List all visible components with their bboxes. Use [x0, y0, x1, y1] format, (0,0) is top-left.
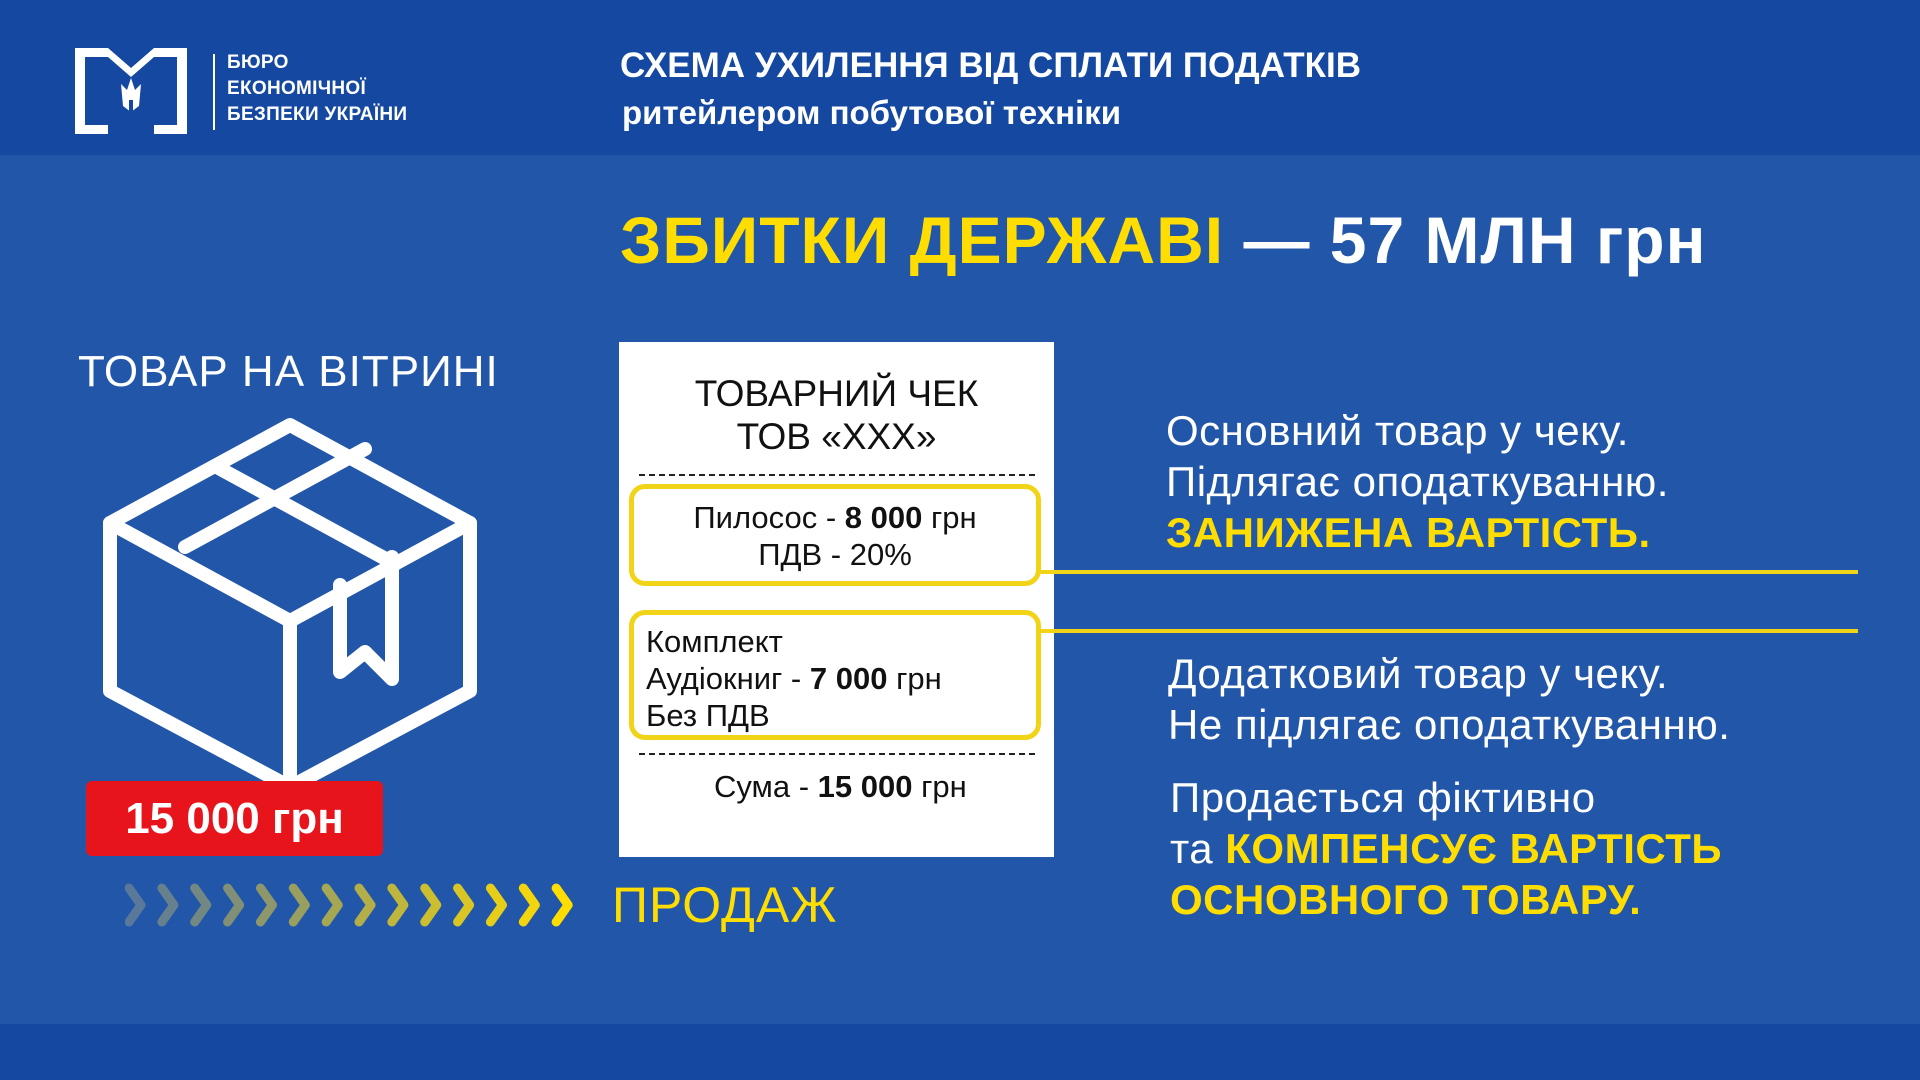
- total-amount: 15 000: [817, 769, 913, 804]
- receipt: [619, 342, 1054, 857]
- chevron-right-icon: [195, 888, 207, 922]
- page-title: СХЕМА УХИЛЕННЯ ВІД СПЛАТИ ПОДАТКІВ: [620, 46, 1361, 85]
- item-currency: грн: [922, 500, 977, 535]
- chevron-right-icon: [359, 888, 371, 922]
- organization-name: [227, 50, 407, 128]
- receipt-item-vacuum: [629, 484, 1041, 586]
- chevron-right-icon: [490, 888, 502, 922]
- receipt-total: [619, 767, 1054, 807]
- damages-highlight: ЗБИТКИ ДЕРЖАВІ: [620, 203, 1225, 277]
- item-price: 8 000: [844, 500, 923, 535]
- fictitious-sale-description: [1170, 772, 1722, 925]
- receipt-divider: [639, 474, 1035, 476]
- desc-line: Продається фіктивно: [1170, 774, 1596, 821]
- chevron-right-icon: [425, 888, 437, 922]
- desc-highlight: КОМПЕНСУЄ ВАРТІСТЬ: [1225, 825, 1723, 872]
- chevron-right-icon: [228, 888, 240, 922]
- item-name-line-1: Комплект: [646, 624, 783, 659]
- sale-label: ПРОДАЖ: [612, 877, 838, 933]
- main-item-description: [1166, 405, 1669, 558]
- total-label: Сума -: [714, 769, 818, 804]
- chevron-right-icon: [129, 888, 141, 922]
- chevron-right-icon: [392, 888, 404, 922]
- showcase-price-tag: 15 000 грн: [86, 781, 383, 856]
- desc-line: Підлягає оподаткуванню.: [1166, 458, 1669, 505]
- receipt-item-line: [634, 499, 1036, 536]
- chevron-right-icon: [260, 888, 272, 922]
- receipt-item-line: [646, 660, 1036, 697]
- org-name-line-1: БЮРО: [227, 52, 289, 73]
- showcase-label: ТОВАР НА ВІТРИНІ: [78, 347, 499, 396]
- footer-bar: [0, 1024, 1920, 1080]
- chevron-right-icon: [556, 888, 568, 922]
- org-name-line-3: БЕЗПЕКИ УКРАЇНИ: [227, 104, 408, 125]
- damages-headline: [620, 200, 1707, 280]
- box-icon: [95, 415, 485, 790]
- page-subtitle: ритейлером побутової техніки: [622, 94, 1122, 131]
- connector-line-extra-item: [1040, 629, 1858, 633]
- desc-line: Додатковий товар у чеку.: [1168, 650, 1669, 697]
- item-tax: ПДВ - 20%: [758, 537, 912, 572]
- damages-amount: — 57 МЛН грн: [1224, 203, 1707, 277]
- desc-prefix: та: [1170, 825, 1226, 872]
- chevron-right-icon: [458, 888, 470, 922]
- connector-line-main-item: [1040, 570, 1858, 574]
- chevron-right-icon: [162, 888, 174, 922]
- chevron-right-icon: [523, 888, 535, 922]
- desc-highlight: ЗАНИЖЕНА ВАРТІСТЬ.: [1166, 509, 1651, 556]
- extra-item-description: [1168, 648, 1730, 750]
- receipt-divider: [639, 753, 1035, 755]
- chevron-right-icon: [293, 888, 305, 922]
- receipt-title-line-2: ТОВ «ХХХ»: [736, 416, 937, 457]
- logo-divider: [213, 54, 215, 130]
- receipt-title-line-1: ТОВАРНИЙ ЧЕК: [694, 373, 979, 414]
- org-name-line-2: ЕКОНОМІЧНОЇ: [227, 78, 367, 99]
- item-name: Аудіокниг -: [646, 661, 810, 696]
- receipt-item-audiobooks: [629, 610, 1041, 740]
- desc-line: Не підлягає оподаткуванню.: [1168, 701, 1731, 748]
- item-name: Пилосос -: [693, 500, 845, 535]
- item-tax: Без ПДВ: [646, 698, 770, 733]
- receipt-title: [619, 372, 1054, 458]
- desc-highlight: ОСНОВНОГО ТОВАРУ.: [1170, 876, 1642, 923]
- item-currency: грн: [887, 661, 942, 696]
- chevron-right-icon: [326, 888, 338, 922]
- item-price: 7 000: [809, 661, 888, 696]
- bureau-logo-icon: [75, 48, 187, 134]
- desc-line: [1170, 823, 1722, 874]
- sale-arrows: [125, 880, 595, 930]
- total-currency: грн: [912, 769, 967, 804]
- desc-line: Основний товар у чеку.: [1166, 407, 1629, 454]
